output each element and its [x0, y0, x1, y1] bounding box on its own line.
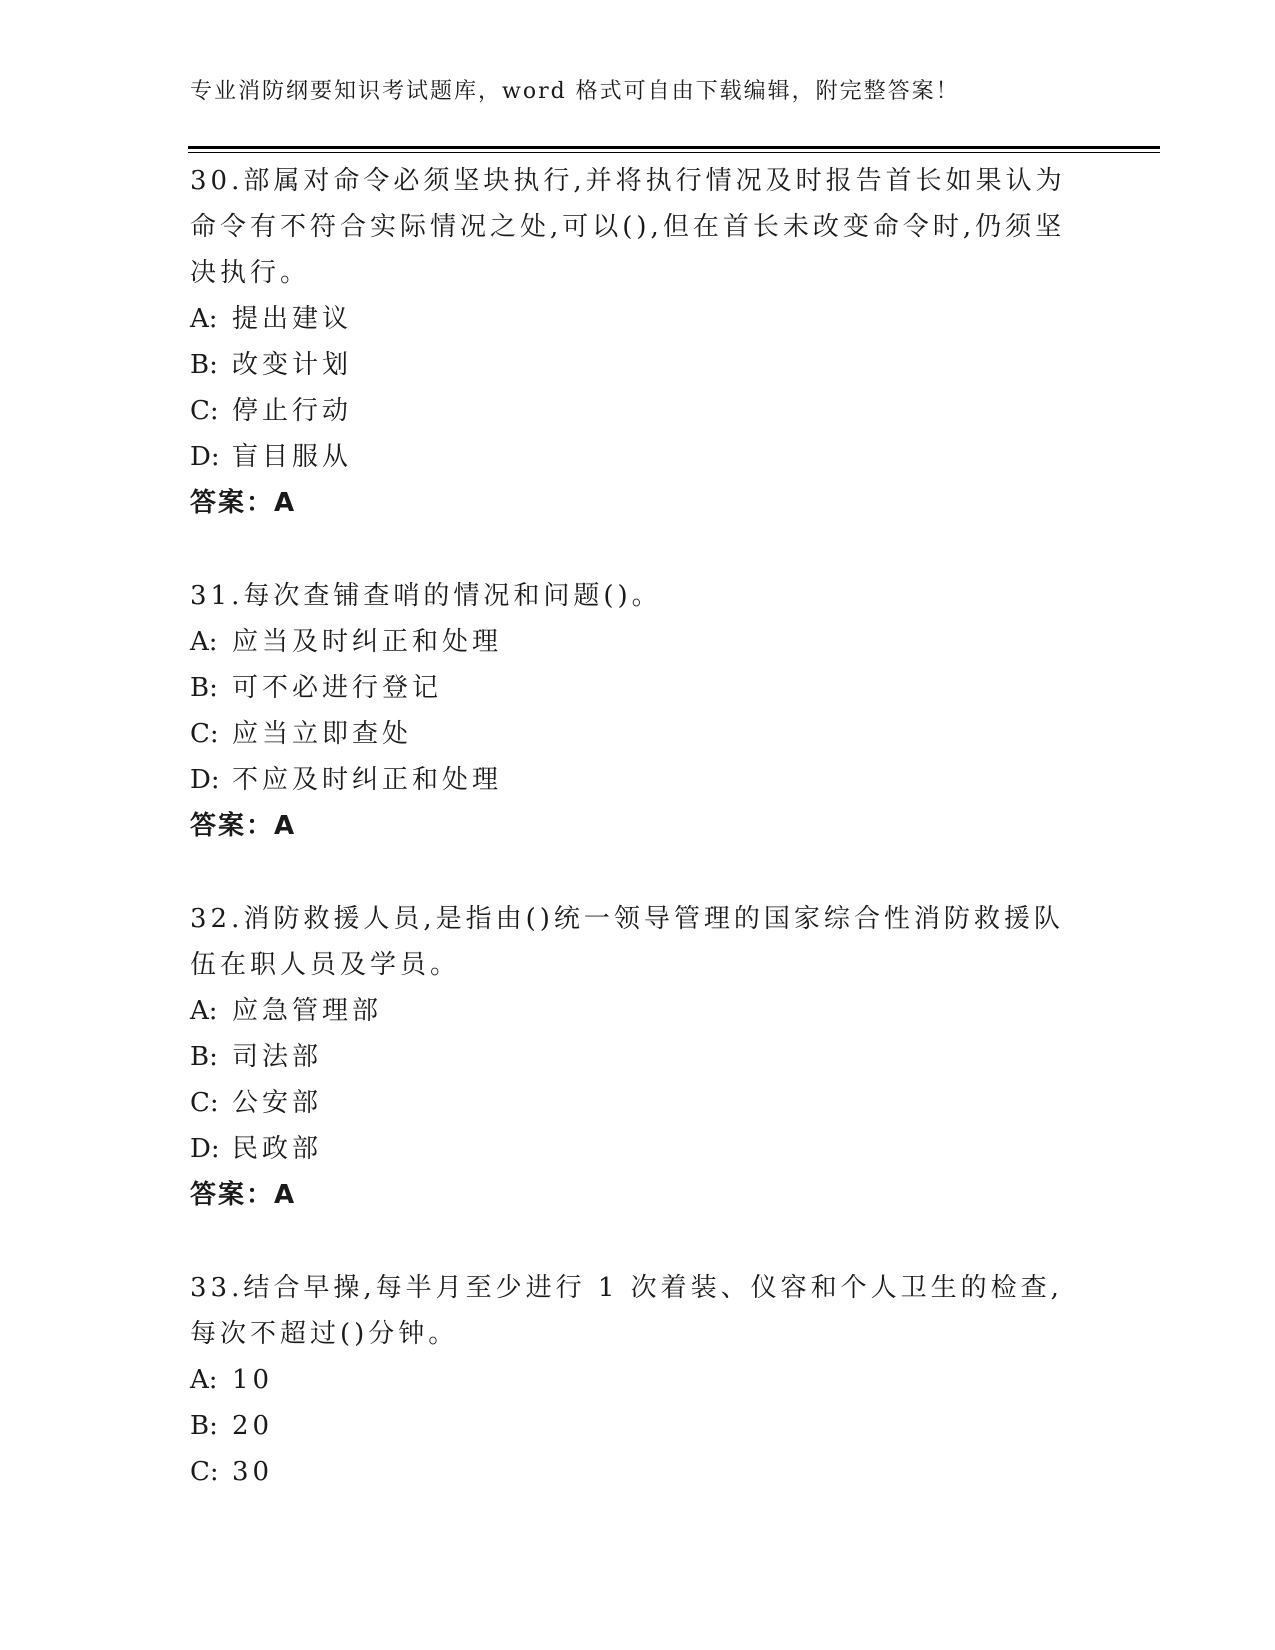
option-c — [190, 1449, 1090, 1495]
question-list — [190, 158, 1090, 1542]
answer: 答案：A — [190, 1180, 297, 1210]
option-letter: C: — [190, 396, 219, 426]
option-letter: B: — [190, 350, 218, 380]
question-text: 33.结合早操,每半月至少进行 1 次着装、仪容和个人卫生的检查,每次不超过()分钟。 — [190, 1273, 1063, 1349]
option-a — [190, 619, 1090, 665]
option-c — [190, 388, 1090, 434]
question-33 — [190, 1265, 1090, 1495]
option-text: 改变计划 — [232, 350, 353, 380]
option-letter: B: — [190, 1411, 218, 1441]
question-text: 30.部属对命令必须坚块执行,并将执行情况及时报告首长如果认为 命令有不符合实际情况之处,可以(),但在首长未改变命令时,仍须坚决执行。 — [190, 166, 1066, 288]
option-d — [190, 434, 1090, 480]
option-a — [190, 988, 1090, 1034]
question-30 — [190, 158, 1090, 526]
option-letter: C: — [190, 1457, 219, 1487]
answer: 答案：A — [190, 811, 297, 841]
option-text: 停止行动 — [232, 396, 353, 426]
header-rule-thick — [188, 146, 1160, 149]
option-letter: D: — [190, 442, 220, 472]
option-text: 应急管理部 — [232, 996, 383, 1026]
option-letter: B: — [190, 1042, 218, 1072]
option-text: 30 — [232, 1457, 274, 1487]
option-text: 司法部 — [232, 1042, 323, 1072]
option-b — [190, 1403, 1090, 1449]
option-letter: D: — [190, 1134, 220, 1164]
option-a — [190, 296, 1090, 342]
option-letter: C: — [190, 1088, 219, 1118]
option-c — [190, 1080, 1090, 1126]
option-text: 民政部 — [232, 1134, 323, 1164]
option-b — [190, 342, 1090, 388]
option-letter: B: — [190, 673, 218, 703]
option-letter: A: — [190, 996, 218, 1026]
option-text: 公安部 — [232, 1088, 323, 1118]
option-text: 可不必进行登记 — [232, 673, 443, 703]
option-text: 提出建议 — [232, 304, 353, 334]
option-text: 应当立即查处 — [232, 719, 413, 749]
question-text: 32.消防救援人员,是指由()统一领导管理的国家综合性消防救援队伍在职人员及学员。 — [190, 904, 1064, 980]
option-text: 20 — [232, 1411, 274, 1441]
option-letter: A: — [190, 1365, 218, 1395]
option-text: 盲目服从 — [232, 442, 353, 472]
question-31 — [190, 573, 1090, 849]
header-rule-thin — [188, 152, 1160, 153]
option-b — [190, 665, 1090, 711]
option-text: 10 — [232, 1365, 274, 1395]
option-letter: C: — [190, 719, 219, 749]
option-d — [190, 1126, 1090, 1172]
option-c — [190, 711, 1090, 757]
page-header: 专业消防纲要知识考试题库，word 格式可自由下载编辑，附完整答案！ — [190, 79, 960, 104]
option-a — [190, 1357, 1090, 1403]
option-letter: A: — [190, 627, 218, 657]
answer: 答案：A — [190, 488, 297, 518]
option-text: 应当及时纠正和处理 — [232, 627, 503, 657]
question-32 — [190, 896, 1090, 1218]
option-b — [190, 1034, 1090, 1080]
question-text: 31.每次查铺查哨的情况和问题()。 — [190, 581, 662, 611]
option-d — [190, 757, 1090, 803]
option-text: 不应及时纠正和处理 — [232, 765, 503, 795]
option-letter: A: — [190, 304, 218, 334]
option-letter: D: — [190, 765, 220, 795]
